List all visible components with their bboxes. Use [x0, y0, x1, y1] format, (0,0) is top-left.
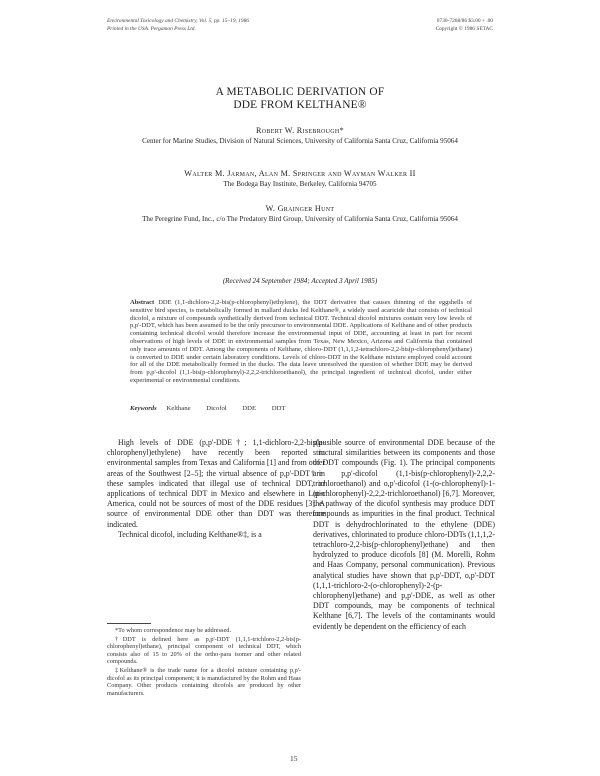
- keyword-item: DDT: [271, 405, 286, 412]
- received-dates: (Received 24 September 1984; Accepted 3 April 1985): [222, 277, 378, 285]
- title-line-1: A METABOLIC DERIVATION OF: [215, 86, 385, 98]
- body-column-right: [313, 438, 495, 632]
- author-affiliation-3: The Peregrine Fund, Inc., c/o The Predatory Bird Group, University of California Santa Cruz, California 95064: [142, 215, 458, 223]
- author-name-2: Walter M. Jarman, Alan M. Springer and Wayman Walker II: [184, 169, 416, 178]
- paper-title: [100, 86, 500, 111]
- body-paragraph: High levels of DDE (p,p'-DDE†; 1,1-dichloro-2,2-bis(p-chlorophenyl)ethylene) have recently been reported in environmental samples from Texas and California [1] and from other areas of the Southwest [2–5]; the virtual absence of p,p'-DDT† in these samples indicated that illegal use of technical DDT, or applications of technical DDT in Mexico and elsewhere in Latin America, could not be sources of most of the DDE residues [3]. A source of environmental DDE other than DDT was therefore indicated.: [107, 438, 325, 529]
- footnote-divider: [107, 623, 151, 624]
- body-paragraph: Technical dicofol, including Kelthane®‡, is a: [118, 529, 262, 539]
- copyright-line: Copyright © 1986 SETAC: [435, 25, 493, 32]
- author-affiliation-1: Center for Marine Studies, Division of Natural Sciences, University of California Santa Cruz, California 95064: [142, 137, 458, 145]
- footnotes: [107, 627, 301, 698]
- footnote: †DDT is defined here as p,p'-DDT (1,1,1-trichloro-2,2-bis(p-chlorophenyl)ethane), principal component of technical DDT, which consists also of 15 to 20% of the ortho-para isomer and other related compounds.: [107, 635, 301, 666]
- abstract: [130, 299, 472, 385]
- keyword-item: Kelthane: [166, 405, 191, 412]
- footnote: ‡Kelthane® is the trade name for a dicofol mixture containing p,p'-dicofol as its principal component; it is manufactured by the Rohm and Haas Company. Other products containing dicofols are produced by other manufacturers.: [107, 666, 301, 697]
- body-paragraph: plausible source of environmental DDE because of the structural similarities between its components and those of DDT compounds (Fig. 1). The principal components are p,p'-dicofol (1,1-bis(p-chlorophenyl)-2,2,2-trichloroethanol) and o,p'-dicofol (1-(o-chlorophenyl)-1-(p-chlorophenyl)-2,2,2-trichloroethanol) [6,7]. Moreover, the pathway of the dicofol synthesis may produce DDT compounds as impurities in the final product. Technical DDT is dehydrochlorinated to the ethylene (DDE) derivatives, chlorinated to produce chloro-DDTs (1,1,1,2-tetrachloro-2,2-bis(p-chlorophenyl)ethane) and then hydrolyzed to produce dicofols [8] (M. Morelli, Rohm and Haas Company, personal communication). Previous analytical studies have shown that p,p'-DDT, o,p'-DDT (1,1,1-trichloro-2-(o-chlorophenyl)-2-(p-chlorophenyl)ethane) and p,p'-DDE, as well as other DDT compounds, may be components of technical Kelthane [6,7]. The levels of the contaminants would evidently be dependent on the efficiency of each: [313, 438, 495, 631]
- keywords-label: Keywords: [130, 405, 157, 412]
- copyright-header: [436, 18, 493, 33]
- keywords: [130, 405, 300, 412]
- author-affiliation-2: The Bodega Bay Institute, Berkeley, California 94705: [223, 180, 377, 188]
- journal-citation: Environmental Toxicology and Chemistry, Vol. 5, pp. 15–19, 1986: [107, 18, 249, 24]
- issn-code: 0730-7268/86 $3.00 + .00: [436, 18, 493, 24]
- body-column-left: [107, 438, 325, 540]
- abstract-label: Abstract: [130, 299, 155, 306]
- page-number: 15: [290, 754, 298, 763]
- title-line-2: DDE FROM KELTHANE®: [233, 98, 367, 111]
- publisher-line: Printed in the USA. Pergamon Press Ltd.: [107, 25, 196, 32]
- footnote: *To whom correspondence may be addressed.: [115, 627, 232, 634]
- author-name-3: W. Grainger Hunt: [265, 204, 335, 213]
- abstract-text: DDE (1,1-dichloro-2,2-bis(p-chlorophenyl)ethylene), the DDT derivative that causes thinning of the eggshells of sensitive bird species, is metabolically formed in mallard ducks fed Kelthane®, a widely used acaricide that consists of technical dicofol, a mixture of compounds synthetically derived from technical DDT. Technical dicofol mixtures contain very low levels of p,p'-DDT, which has been assumed to be the only precursor to environmental DDE. Applications of Kelthane and of other products containing technical dicofol would therefore increase the environmental input of DDE, accounting at least in part for recent observations of high levels of DDE in environmental samples from Texas, New Mexico, Arizona and California that contained only trace amounts of DDT. Among the components of Kelthane, chloro-DDT (1,1,1,2-tetrachloro-2,2-bis(p-chlorophenyl)ethane) is converted to DDE under certain laboratory conditions. Levels of chloro-DDT in the Kelthane mixture employed could account for all of the DDE metabolically formed in the ducks. The data leave unresolved the question of whether DDE may be derived from p,p'-dicofol (1,1-bis(p-chlorophenyl)-2,2,2-trichloroethanol), the principal ingredient of technical dicofol, under either experimental or environmental conditions.: [130, 299, 472, 384]
- keyword-item: DDE: [242, 405, 257, 412]
- author-name-1: Robert W. Risebrough*: [256, 126, 344, 135]
- keyword-item: Dicofol: [206, 405, 227, 412]
- journal-header: [107, 18, 249, 33]
